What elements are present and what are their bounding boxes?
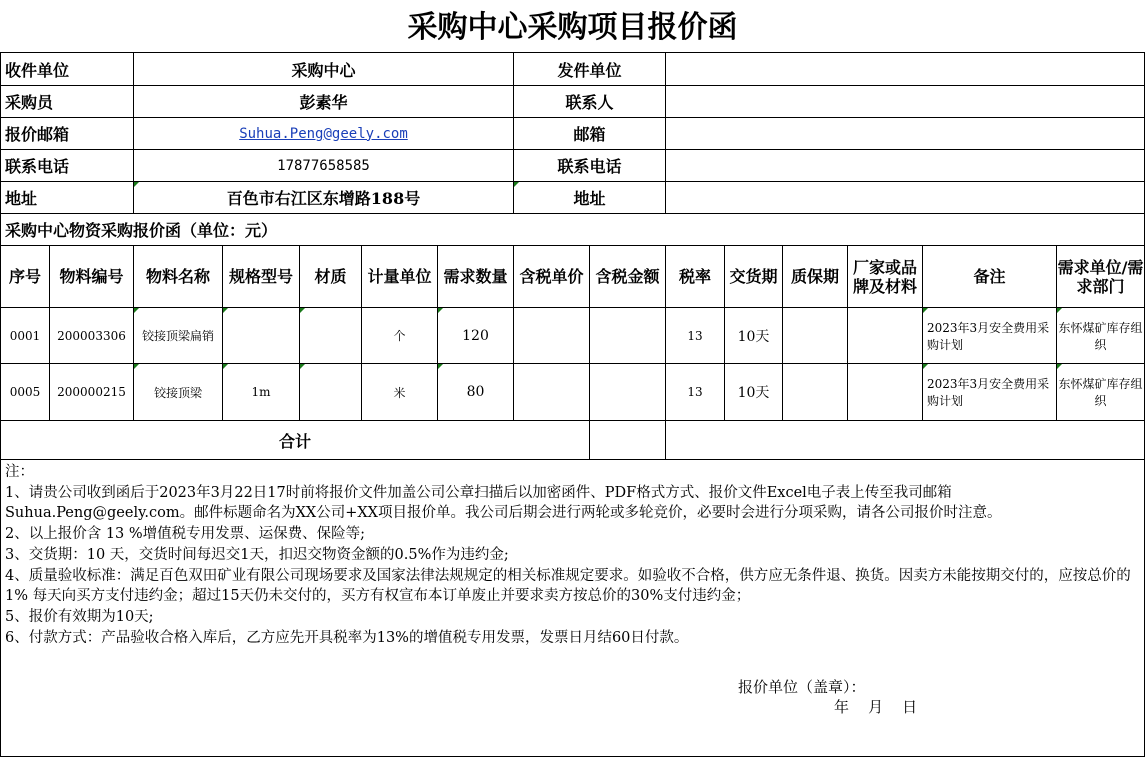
- cell-warranty: [783, 364, 848, 421]
- cell-material: [300, 364, 362, 421]
- cell-material-name-text: 铰接顶梁扁销: [141, 329, 214, 343]
- value-addr-text: 百色市右江区东增路188号: [226, 189, 421, 208]
- total-label-text: 合计: [278, 431, 311, 451]
- cell-delivery: [725, 364, 783, 421]
- cell-comment-marker: [134, 364, 139, 369]
- header-seq: [0, 246, 50, 308]
- label-phone2-text: 联系电话: [557, 157, 622, 176]
- cell-material-name: [134, 364, 223, 421]
- cell-material-name-text: 铰接顶梁: [153, 385, 202, 400]
- cell-comment-marker: [923, 308, 928, 313]
- header-delivery: [725, 246, 783, 308]
- header-amount: [590, 246, 666, 308]
- section-title: [0, 214, 1145, 246]
- cell-dept: [1057, 364, 1145, 421]
- label-addr: [0, 182, 134, 214]
- header-material-code-text: 物料编号: [59, 267, 124, 286]
- header-material-name-text: 物料名称: [145, 267, 210, 286]
- label-email-text: 邮箱: [573, 125, 606, 144]
- total-label: [0, 421, 590, 460]
- cell-seq: [0, 308, 50, 364]
- cell-material-code-text: 200000215: [57, 385, 126, 399]
- cell-tax-rate-text: 13: [687, 328, 703, 343]
- label-email: [514, 118, 666, 150]
- cell-amount: [590, 364, 666, 421]
- cell-quantity-text: 120: [462, 327, 489, 344]
- value-addr: [134, 182, 514, 214]
- cell-tax-rate-text: 13: [687, 385, 703, 399]
- header-remark-text: 备注: [973, 267, 1006, 286]
- signature-label: 报价单位（盖章）：: [738, 678, 866, 696]
- cell-seq-text: 0005: [9, 385, 41, 399]
- cell-warranty: [783, 308, 848, 364]
- label-send_unit: [514, 52, 666, 86]
- cell-comment-marker: [1057, 364, 1062, 369]
- cell-delivery-text: 10天: [737, 385, 770, 401]
- cell-unit-text: 米: [393, 385, 406, 400]
- label-buyer: [0, 86, 134, 118]
- value-phone: [134, 150, 514, 182]
- header-warranty-text: 质保期: [790, 267, 839, 286]
- cell-unit: [362, 364, 438, 421]
- label-quote_email: [0, 118, 134, 150]
- note-5: 5、报价有效期为10天;: [5, 608, 154, 625]
- cell-remark-text: 2023年3月安全费用采购计划: [927, 320, 1050, 352]
- cell-comment-marker: [134, 308, 139, 313]
- cell-seq-text: 0001: [9, 328, 41, 343]
- header-material-text: 材质: [314, 267, 347, 286]
- value-buyer-text: 彭素华: [299, 93, 348, 112]
- cell-brand: [848, 364, 923, 421]
- value-buyer: [134, 86, 514, 118]
- value-send_unit: [666, 52, 1145, 86]
- cell-comment-marker: [514, 182, 519, 187]
- header-unit-text: 计量单位: [367, 267, 432, 286]
- header-material-name: [134, 246, 223, 308]
- cell-remark: [923, 308, 1057, 364]
- note-6: 6、付款方式：产品验收合格入库后，乙方应先开具税率为13%的增值税专用发票，发票日月结60日付款。: [5, 629, 689, 646]
- cell-amount: [590, 308, 666, 364]
- value-recv_unit-text: 采购中心: [291, 60, 356, 80]
- cell-comment-marker: [923, 364, 928, 369]
- header-dept: [1057, 246, 1145, 308]
- cell-quantity: [438, 308, 514, 364]
- value-quote_email[interactable]: [134, 118, 514, 150]
- label-phone-text: 联系电话: [5, 157, 70, 176]
- value-email: [666, 118, 1145, 150]
- header-tax-rate-text: 税率: [678, 267, 711, 286]
- cell-unit-price: [514, 308, 590, 364]
- cell-comment-marker: [438, 308, 443, 313]
- notes-heading: 注：: [5, 464, 34, 480]
- cell-quantity-text: 80: [466, 384, 485, 400]
- cell-dept-text: 东怀煤矿库存组织: [1058, 377, 1143, 408]
- label-phone2: [514, 150, 666, 182]
- cell-comment-marker: [438, 364, 443, 369]
- header-dept-text: 需求单位/需求部门: [1057, 257, 1144, 296]
- cell-material-code: [50, 364, 134, 421]
- note-1: 1、请贵公司收到函后于2023年3月22日17时前将报价文件加盖公司公章扫描后以加密函件、PDF格式方式、报价文件Excel电子表上传至我司邮箱Suhua.Peng@geely.com。邮件标题命名为XX公司+XX项目报价单。我公司后期会进行两轮或多轮竞价，必要时会进行分项采购，请各公司报价时注意。: [5, 484, 1002, 522]
- label-addr2: [514, 182, 666, 214]
- label-phone: [0, 150, 134, 182]
- label-contact: [514, 86, 666, 118]
- value-recv_unit: [134, 52, 514, 86]
- value-phone-text: 17877658585: [277, 157, 370, 174]
- label-recv_unit-text: 收件单位: [5, 60, 70, 80]
- note-2: 2、以上报价含 13 %增值税专用发票、运保费、保险等;: [5, 526, 366, 543]
- cell-material: [300, 308, 362, 364]
- cell-spec-model: [223, 308, 300, 364]
- header-spec-model-text: 规格型号: [228, 267, 293, 286]
- header-unit-price-text: 含税单价: [519, 267, 584, 286]
- label-addr-text: 地址: [5, 189, 38, 208]
- document-title: 采购中心采购项目报价函: [407, 10, 738, 45]
- header-quantity: [438, 246, 514, 308]
- value-phone2: [666, 150, 1145, 182]
- header-material: [300, 246, 362, 308]
- header-material-code: [50, 246, 134, 308]
- cell-material-name: [134, 308, 223, 364]
- cell-comment-marker: [1057, 308, 1062, 313]
- cell-brand: [848, 308, 923, 364]
- signature-date: 年 月 日: [834, 698, 918, 716]
- label-quote_email-text: 报价邮箱: [5, 125, 70, 144]
- cell-comment-marker: [300, 308, 305, 313]
- cell-material-code: [50, 308, 134, 364]
- header-delivery-text: 交货期: [729, 267, 778, 286]
- cell-comment-marker: [223, 364, 228, 369]
- total-value: [590, 421, 666, 460]
- value-quote_email-text[interactable]: Suhua.Peng@geely.com: [239, 125, 408, 142]
- cell-spec-model-text: 1m: [251, 385, 271, 399]
- value-addr2: [666, 182, 1145, 214]
- total-blank: [666, 421, 1145, 460]
- header-unit-price: [514, 246, 590, 308]
- label-addr2-text: 地址: [573, 189, 606, 208]
- cell-comment-marker: [300, 364, 305, 369]
- cell-unit: [362, 308, 438, 364]
- cell-quantity: [438, 364, 514, 421]
- cell-delivery-text: 10天: [737, 328, 770, 345]
- cell-seq: [0, 364, 50, 421]
- cell-tax-rate: [666, 308, 725, 364]
- cell-spec-model: [223, 364, 300, 421]
- cell-remark: [923, 364, 1057, 421]
- notes-section: [0, 460, 1145, 757]
- header-tax-rate: [666, 246, 725, 308]
- header-seq-text: 序号: [8, 267, 41, 286]
- label-contact-text: 联系人: [565, 93, 614, 112]
- header-spec-model: [223, 246, 300, 308]
- header-unit: [362, 246, 438, 308]
- label-recv_unit: [0, 52, 134, 86]
- header-brand: [848, 246, 923, 308]
- header-warranty: [783, 246, 848, 308]
- header-amount-text: 含税金额: [595, 267, 660, 286]
- cell-unit-price: [514, 364, 590, 421]
- label-buyer-text: 采购员: [5, 93, 54, 112]
- header-brand-text: 厂家或品牌及材料: [852, 257, 917, 296]
- header-remark: [923, 246, 1057, 308]
- cell-material-code-text: 200003306: [57, 328, 126, 343]
- note-3: 3、交货期：10 天，交货时间每迟交1天，扣迟交物资金额的0.5%作为违约金;: [5, 546, 509, 563]
- cell-remark-text: 2023年3月安全费用采购计划: [927, 377, 1050, 408]
- cell-tax-rate: [666, 364, 725, 421]
- cell-dept: [1057, 308, 1145, 364]
- cell-comment-marker: [223, 308, 228, 313]
- section-title-text: 采购中心物资采购报价函（单位：元）: [5, 221, 278, 240]
- value-contact: [666, 86, 1145, 118]
- note-4: 4、质量验收标准：满足百色双田矿业有限公司现场要求及国家法律法规规定的相关标准规定要求。如验收不合格，供方应无条件退、换货。因卖方未能按期交付的，应按总价的1% 每天向买方支付违约金；超过15天仍未交付的，买方有权宣布本订单废止并要求卖方按总价的30%支付违约金；: [5, 567, 1131, 605]
- cell-delivery: [725, 308, 783, 364]
- header-quantity-text: 需求数量: [443, 267, 508, 286]
- label-send_unit-text: 发件单位: [557, 60, 622, 80]
- cell-unit-text: 个: [393, 329, 406, 343]
- cell-dept-text: 东怀煤矿库存组织: [1058, 320, 1143, 352]
- cell-comment-marker: [134, 182, 139, 187]
